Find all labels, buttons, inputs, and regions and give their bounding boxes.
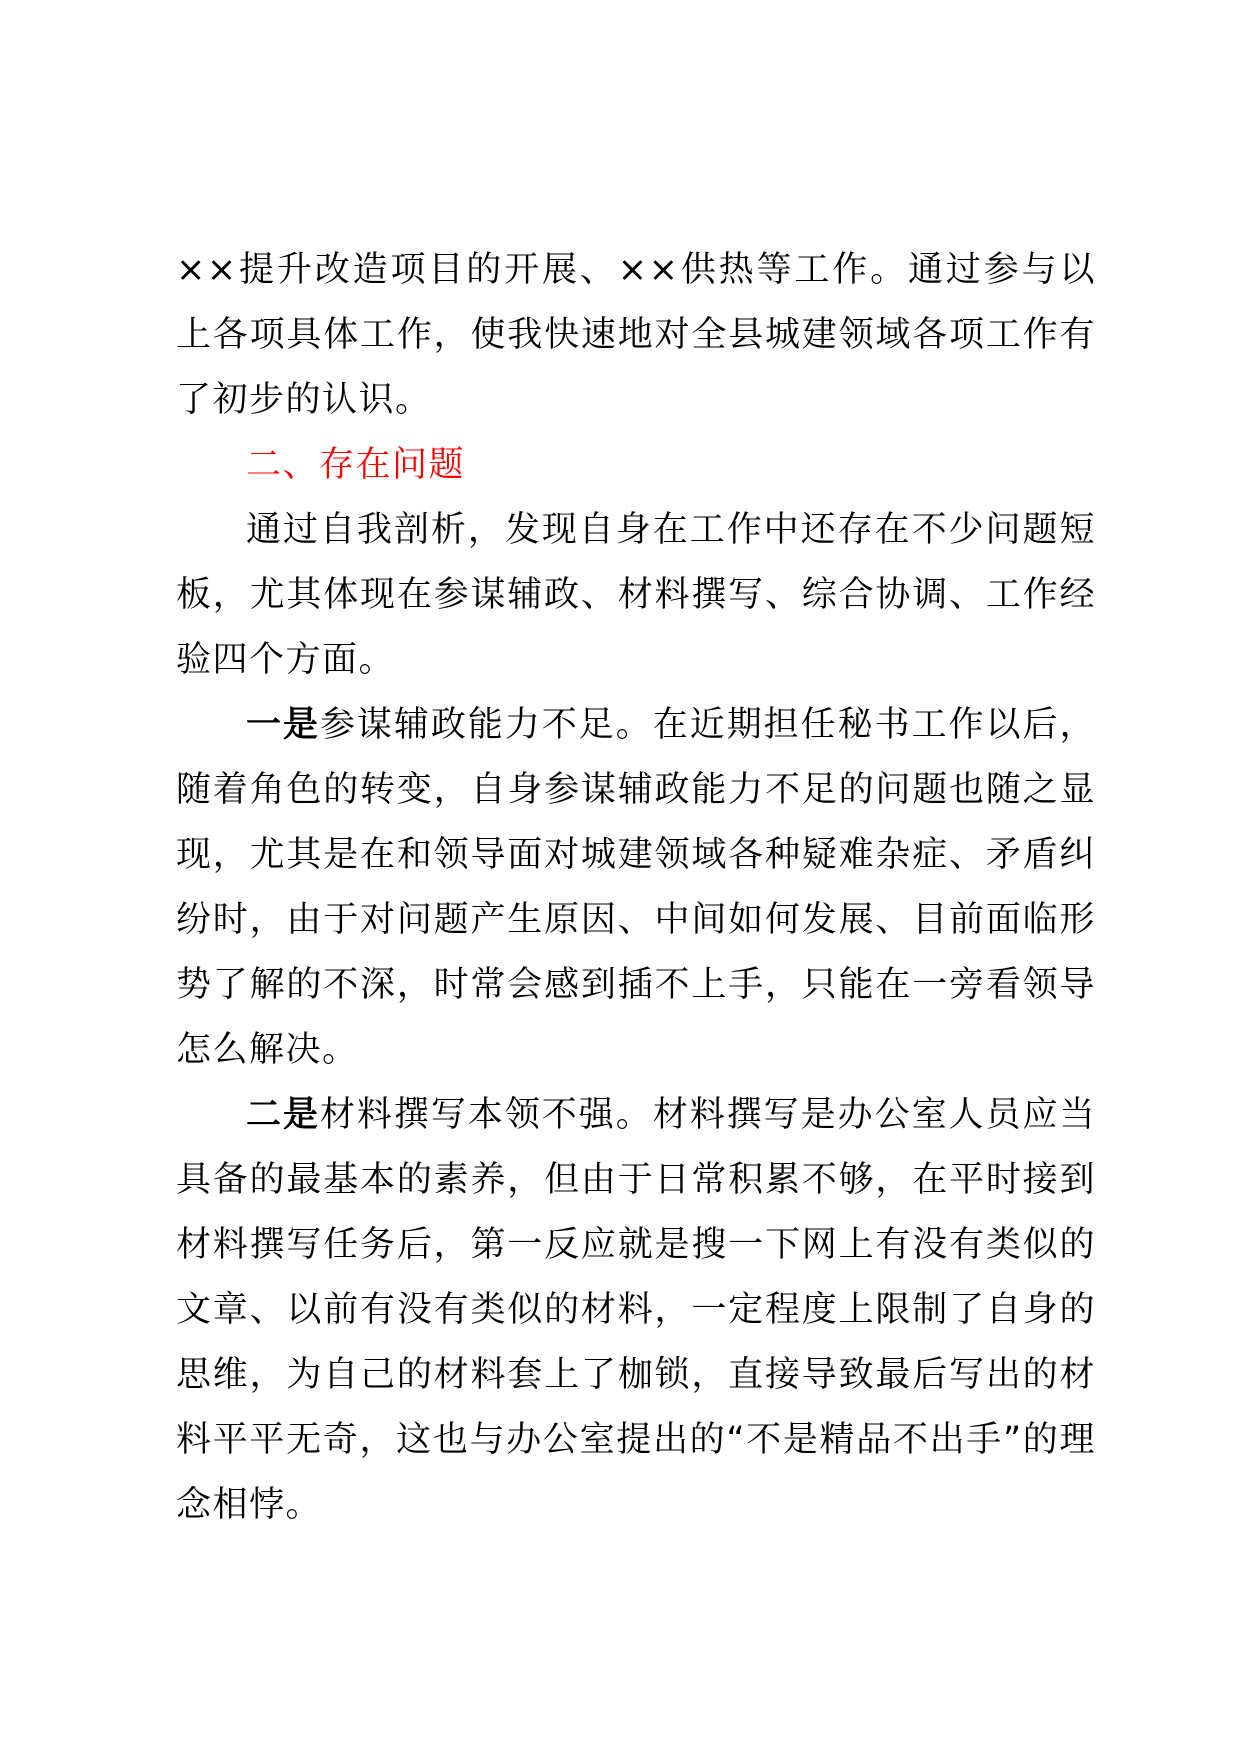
paragraph-lead: 二是 <box>246 1095 320 1135</box>
paragraph-text: 材料撰写本领不强。材料撰写是办公室人员应当具备的最基本的素养，但由于日常积累不够，在平时接到材料撰写任务后，第一反应就是搜一下网上有没有类似的文章、以前有没有类似的材料，一定程度上限制了自身的思维，为自己的材料套上了枷锁，直接导致最后写出的材料平平无奇，这也与办公室提出的“不是精品不出手”的理念相悖。 <box>176 1095 1096 1525</box>
paragraph-problem-one <box>176 693 1096 1083</box>
paragraph-self-analysis <box>176 498 1096 693</box>
document-body <box>176 238 1096 1538</box>
paragraph-problem-two <box>176 1083 1096 1538</box>
paragraph-text: ××提升改造项目的开展、××供热等工作。通过参与以上各项具体工作，使我快速地对全县城建领域各项工作有了初步的认识。 <box>176 250 1096 420</box>
paragraph-lead: 一是 <box>246 705 320 745</box>
paragraph-text: 通过自我剖析，发现自身在工作中还存在不少问题短板，尤其体现在参谋辅政、材料撰写、综合协调、工作经验四个方面。 <box>176 510 1096 680</box>
section-heading-problems <box>176 433 1096 498</box>
paragraph-project-intro <box>176 238 1096 433</box>
section-heading-text: 二、存在问题 <box>246 445 466 485</box>
paragraph-text: 参谋辅政能力不足。在近期担任秘书工作以后，随着角色的转变，自身参谋辅政能力不足的问题也随之显现，尤其是在和领导面对城建领域各种疑难杂症、矛盾纠纷时，由于对问题产生原因、中间如何发展、目前面临形势了解的不深，时常会感到插不上手，只能在一旁看领导怎么解决。 <box>176 705 1096 1070</box>
